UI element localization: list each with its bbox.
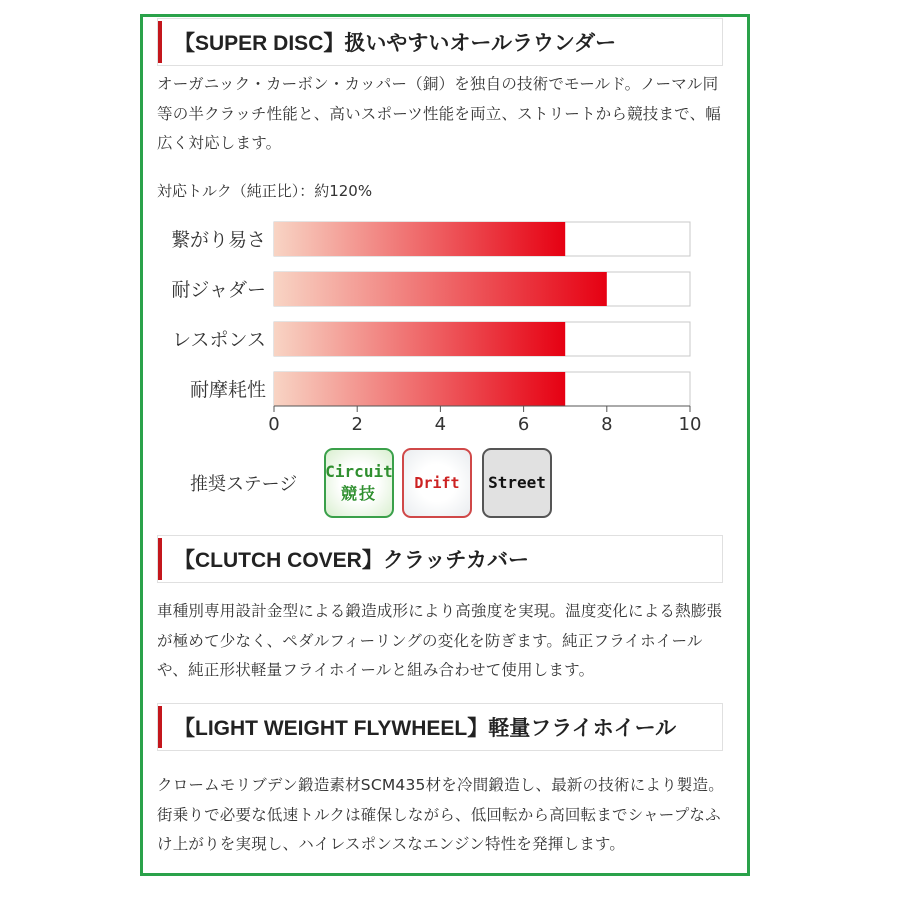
category-label: 耐摩耗性 [189, 379, 266, 401]
desc-line: 車種別専用設計金型による鍛造成形により高強度を実現。温度変化による熱膨張 [157, 602, 723, 620]
title-accent-bar [158, 538, 162, 580]
stage-badge-drift [402, 448, 472, 518]
torque-ratio-label: 対応トルク（純正比）：約120% [157, 182, 373, 200]
section-title-clutch-cover [157, 535, 723, 583]
cover-description [157, 597, 727, 686]
badge-street-text: Street [488, 473, 546, 492]
category-label: 繋がり易さ [170, 229, 266, 251]
desc-line: オーガニック・カーボン・カッパー（銅）を独自の技術でモールド。ノーマル同 [157, 75, 719, 93]
x-tick-label: 6 [517, 414, 530, 435]
x-tick-label: 0 [268, 414, 280, 435]
bar [274, 322, 565, 356]
section-title-text: 【CLUTCH COVER】クラッチカバー [174, 549, 529, 572]
stage-badge-street [482, 448, 552, 518]
stage-badge-circuit [324, 448, 394, 518]
category-label: 耐ジャダー [171, 279, 266, 301]
bar [274, 222, 565, 256]
badge-competition-text: 競技 [340, 484, 377, 503]
performance-bar-chart [150, 212, 730, 442]
desc-line: クロームモリブデン鍛造素材SCM435材を冷間鍛造し、最新の技術により製造。 [157, 776, 724, 794]
title-accent-bar [158, 706, 162, 748]
x-tick-label: 8 [601, 414, 613, 435]
x-tick-label: 4 [434, 414, 447, 435]
desc-line: や、純正形状軽量フライホイールと組み合わせて使用します。 [157, 661, 595, 679]
x-tick-label: 2 [351, 414, 363, 435]
desc-line: 広く対応します。 [157, 134, 282, 152]
section-title-flywheel [157, 703, 723, 751]
desc-line: 等の半クラッチ性能と、高いスポーツ性能を両立、ストリートから競技まで、幅 [157, 104, 721, 123]
desc-line: が極めて少なく、ペダルフィーリングの変化を防ぎます。純正フライホイール [157, 631, 703, 650]
recommended-stage-label: 推奨ステージ [190, 474, 298, 495]
flywheel-description [157, 771, 727, 860]
disc-description [157, 70, 727, 159]
desc-line: 街乗りで必要な低速トルクは確保しながら、低回転から高回転までシャープなふ [157, 805, 721, 824]
desc-line: け上がりを実現し、ハイレスポンスなエンジン特性を発揮します。 [157, 835, 626, 853]
category-label: レスポンス [172, 329, 266, 351]
badge-circuit-text: Circuit [325, 462, 393, 481]
section-title-text: 【LIGHT WEIGHT FLYWHEEL】軽量フライホイール [174, 717, 677, 740]
badge-drift-text: Drift [414, 474, 460, 492]
section-title-text: 【SUPER DISC】扱いやすいオールラウンダー [174, 32, 617, 55]
bar [274, 272, 607, 306]
section-title-super-disc [157, 18, 723, 66]
x-tick-label: 10 [678, 414, 702, 435]
bar [274, 372, 565, 406]
title-accent-bar [158, 21, 162, 63]
